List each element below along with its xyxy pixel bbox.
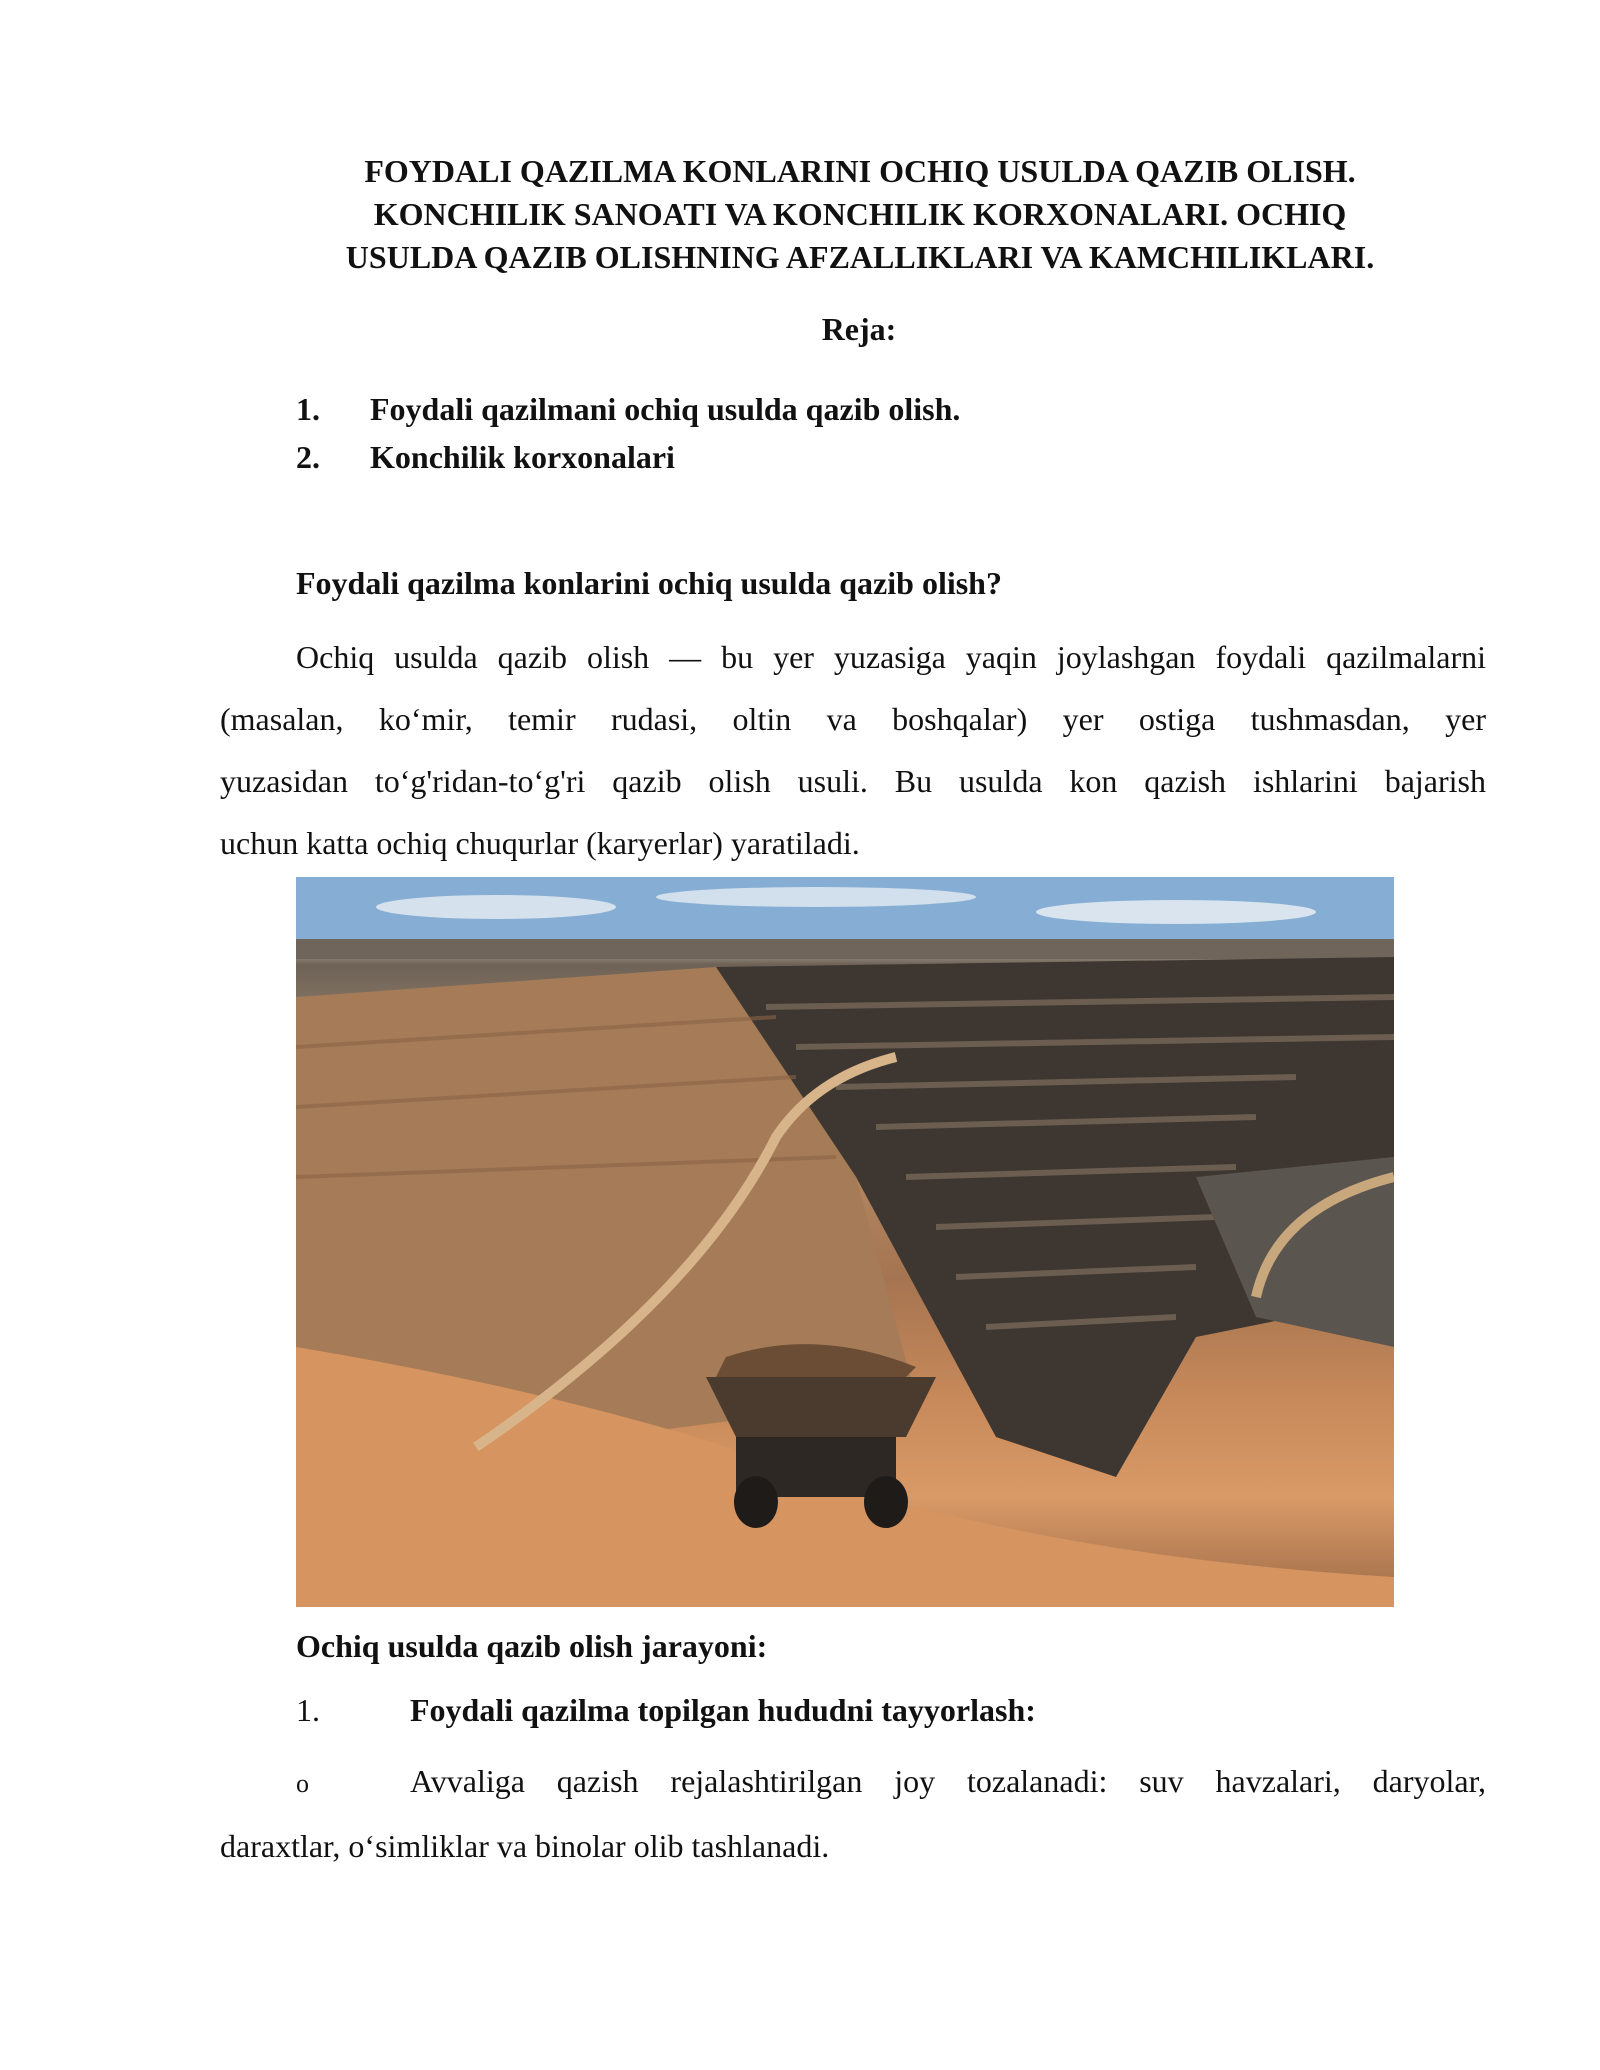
bullet-text-continued: daraxtlar, o‘simliklar va binolar olib tashlanadi.	[220, 1828, 830, 1864]
process-step	[296, 1690, 1036, 1730]
bullet-mark: o	[296, 1769, 309, 1798]
section-heading: Ochiq usulda qazib olish jarayoni:	[296, 1628, 768, 1664]
plan-item	[296, 389, 960, 429]
plan-item-text: Konchilik korxonalari	[370, 439, 675, 475]
section-heading: Foydali qazilma konlarini ochiq usulda qazib olish?	[296, 565, 1002, 601]
paragraph-line: uchun katta ochiq chuqurlar (karyerlar) yaratiladi.	[220, 825, 860, 861]
step-text: Foydali qazilma topilgan hududni tayyorlash:	[410, 1692, 1036, 1728]
plan-item-number: 2.	[296, 439, 320, 475]
open-pit-mine-photo	[296, 877, 1394, 1607]
title-line: FOYDALI QAZILMA KONLARINI OCHIQ USULDA QAZIB OLISH.	[364, 153, 1356, 189]
plan-heading: Reja:	[821, 311, 897, 347]
paragraph-line: yuzasidan to‘g'ridan-to‘g'ri qazib olish usuli. Bu usulda kon qazish ishlarini bajarish	[220, 763, 1486, 799]
bullet-text: Avvaliga qazish rejalashtirilgan joy tozalanadi: suv havzalari, daryolar,	[410, 1763, 1486, 1799]
plan-item-text: Foydali qazilmani ochiq usulda qazib olish.	[370, 391, 961, 427]
plan-item-number: 1.	[296, 391, 320, 427]
section-paragraph	[220, 626, 1486, 874]
paragraph-line: (masalan, ko‘mir, temir rudasi, oltin va boshqalar) yer ostiga tushmasdan, yer	[220, 701, 1486, 737]
open-pit-mine-illustration	[296, 877, 1394, 1607]
document-title	[180, 150, 1540, 279]
title-line: KONCHILIK SANOATI VA KONCHILIK KORXONALARI. OCHIQ	[373, 196, 1347, 232]
paragraph-line: Ochiq usulda qazib olish — bu yer yuzasiga yaqin joylashgan foydali qazilmalarni	[296, 639, 1486, 675]
plan-item	[296, 437, 675, 477]
bullet-paragraph	[220, 1750, 1486, 1877]
title-line: USULDA QAZIB OLISHNING AFZALLIKLARI VA KAMCHILIKLARI.	[345, 239, 1375, 275]
step-number: 1.	[296, 1692, 320, 1728]
